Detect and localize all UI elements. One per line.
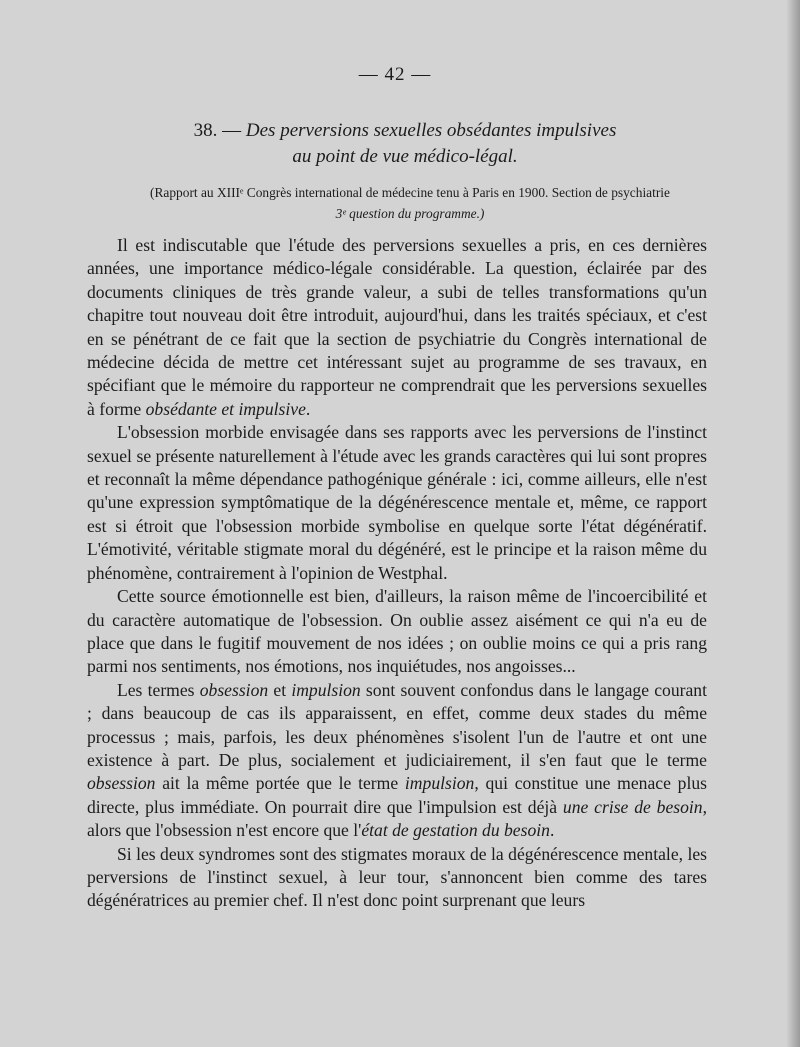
italic-text: une crise de besoin bbox=[562, 796, 703, 817]
paragraph bbox=[87, 679, 707, 843]
title-line-1: Des perversions sexuelles obsédantes impulsives bbox=[245, 120, 617, 141]
paragraph-text: . bbox=[549, 820, 555, 841]
paragraph-text: et bbox=[268, 679, 292, 700]
page-number: — 42 — bbox=[358, 64, 432, 85]
italic-text: obsession bbox=[87, 773, 156, 794]
italic-text: obsession bbox=[199, 679, 269, 700]
paragraph bbox=[87, 585, 707, 679]
italic-text: état de gestation du besoin bbox=[361, 820, 550, 841]
paragraph-text: L'obsession morbide envisagée dans ses rapports avec les perversions de l'instinct sexuel se présente naturellement à l'étude avec les grands caractères qui lui sont propres et reconnaît la même dépendance pathogénique générale : ici, comme ailleurs, elle n'est qu'une expression symptômatique de la dégénérescence mentale et, même, ce rapport est si étroit que l'obsession morbide symbolise en quelque sorte l'état dégénératif. L'émotivité, véritable stigmate moral du dégénéré, est le principe et la raison même du phénomène, contrairement à l'opinion de Westphal. bbox=[87, 422, 707, 583]
article-subtitle bbox=[70, 182, 750, 224]
paragraph bbox=[87, 421, 707, 585]
italic-text: obsédante et impulsive bbox=[145, 398, 306, 419]
body-text bbox=[87, 234, 707, 913]
title-line-2: au point de vue médico-légal. bbox=[292, 146, 518, 167]
italic-text: impulsion bbox=[291, 679, 361, 700]
paragraph bbox=[87, 234, 707, 421]
paragraph-text: Il est indiscutable que l'étude des perversions sexuelles a pris, en ces dernières années, une importance médico-légale considérable. La question, éclairée par des documents cliniques de très grande valeur, a subi de telles transformations qu'un chapitre tout nouveau doit être introduit, aujourd'hui, dans les traités spéciaux, et c'est en se pénétrant de ce fait que la section de psychiatrie du Congrès international de médecine décida de mettre cet intéressant sujet au programme de ses travaux, en spécifiant que le mémoire du rapporteur ne comprendrait que les perversions sexuelles à forme bbox=[87, 235, 707, 419]
article-number: 38. — bbox=[193, 120, 242, 141]
paragraph-text: sont souvent confondus dans le langage courant ; dans beaucoup de cas ils apparaissent, en effet, comme deux stades du même processus ; mais, parfois, les deux phénomènes s'isolent l'un de l'autre et ont une existence à part. De plus, socialement et judiciairement, il s'en faut que le terme bbox=[87, 679, 707, 770]
paragraph-text: , alors que l'obsession n'est encore que l' bbox=[87, 796, 708, 841]
page-edge-shadow bbox=[786, 0, 800, 1047]
paragraph-text: Si les deux syndromes sont des stigmates moraux de la dégénérescence mentale, les perversions de l'instinct sexuel, à leur tour, s'annoncent bien comme des tares dégénératrices au premier chef. Il n'est donc point surprenant que leurs bbox=[87, 843, 707, 911]
paragraph-text: ait la même portée que le terme bbox=[155, 773, 405, 794]
paragraph bbox=[87, 843, 707, 913]
subtitle-line-2: 3ᵉ question du programme.) bbox=[335, 206, 485, 221]
article-title bbox=[60, 118, 750, 170]
italic-text: impulsion bbox=[404, 773, 475, 794]
paragraph-text: . bbox=[305, 398, 311, 419]
subtitle-line-1: (Rapport au XIIIᵉ Congrès international de médecine tenu à Paris en 1900. Section de psychiatrie bbox=[150, 185, 670, 200]
paragraph-text: , qui constitue une menace plus directe, plus immédiate. On pourrait dire que l'impulsion est déjà bbox=[87, 773, 707, 817]
paragraph-text: Cette source émotionnelle est bien, d'ailleurs, la raison même de l'incoercibilité et du caractère automatique de l'obsession. On oublie assez aisément ce qui n'a eu de place que dans le fugitif mouvement de nos idées ; on oublie moins ce qui a pris rang parmi nos sentiments, nos émotions, nos inquiétudes, nos angoisses... bbox=[87, 586, 707, 677]
paragraph-text: Les termes bbox=[117, 679, 200, 700]
